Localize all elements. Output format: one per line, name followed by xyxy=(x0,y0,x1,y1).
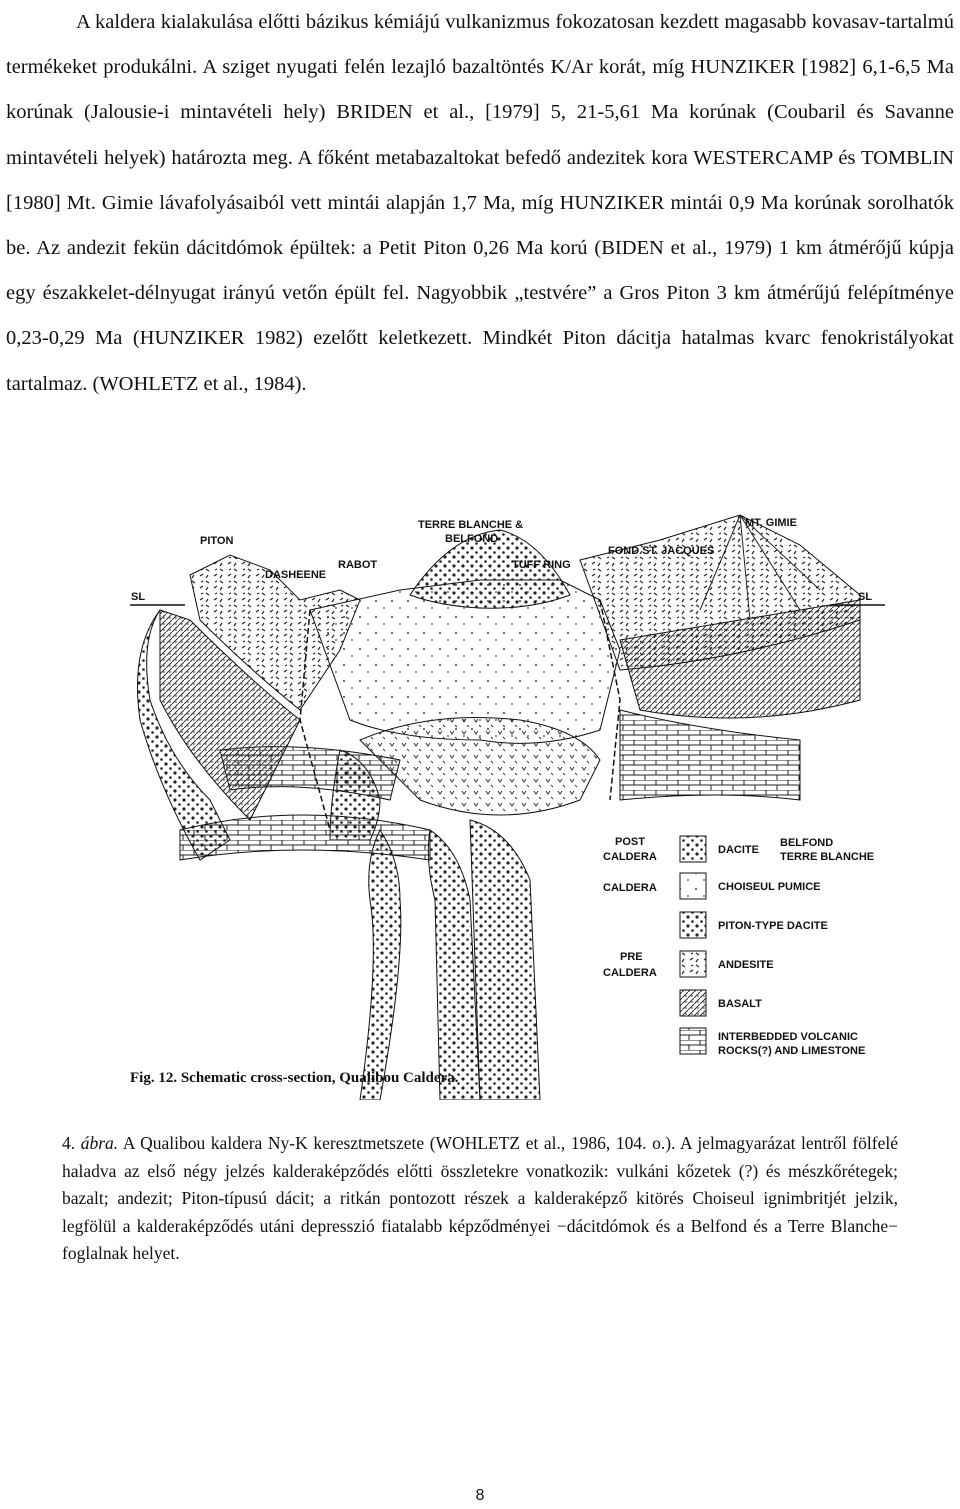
page-number: 8 xyxy=(475,1487,485,1504)
legend-pre-caldera: CALDERA xyxy=(603,967,657,979)
caption-text: A Qualibou kaldera Ny-K keresztmetszete (WOHLETZ et al., 1986, 104. o.). A jelmagyarázat lentről fölfelé haladva az első négy jelzés kalderaképződés előtti összletekre vonatkozik: vulkáni kőzetek (?) és mészkőrétegek; bazalt; andezit; Piton-típusú dácit; a ritkán pontozott részek a kalderaképző kitörés Choiseul ignimbritjét jelzik, legfölül a kalderaképződés utáni depresszió fiatalabb képződményei −dácitdómok és a Belfond és a Terre Blanche− foglalnak helyet. xyxy=(62,1133,898,1263)
legend-andesite: ANDESITE xyxy=(718,959,774,971)
label-belfond: BELFOND xyxy=(445,533,499,545)
legend-post-caldera: CALDERA xyxy=(603,851,657,863)
caption-abra: ábra. xyxy=(80,1133,119,1153)
figure-title: Fig. 12. Schematic cross-section, Qualibou Caldera. xyxy=(130,1070,459,1086)
legend-interbedded-2: ROCKS(?) AND LIMESTONE xyxy=(718,1045,866,1057)
legend-caldera: CALDERA xyxy=(603,882,657,894)
label-rabot: RABOT xyxy=(338,559,378,571)
label-fond-st-jacques: FOND ST. JACQUES xyxy=(608,545,715,557)
legend-dacite-terre-blanche: TERRE BLANCHE xyxy=(780,851,875,863)
legend-choiseul-pumice: CHOISEUL PUMICE xyxy=(718,881,821,893)
legend-interbedded-1: INTERBEDDED VOLCANIC xyxy=(718,1031,858,1043)
label-tuff-ring: TUFF RING xyxy=(512,559,571,571)
legend-post: POST xyxy=(615,836,645,848)
label-sl-right: SL xyxy=(858,591,873,603)
legend-piton-type-dacite: PITON-TYPE DACITE xyxy=(718,920,828,932)
label-dasheene: DASHEENE xyxy=(265,569,327,581)
figure-legend xyxy=(603,836,874,1057)
label-terre-blanche: TERRE BLANCHE & xyxy=(418,519,524,531)
caption-number: 4. xyxy=(62,1133,76,1153)
legend-dacite-belfond: BELFOND xyxy=(780,837,834,849)
label-mt-gimie: MT. GIMIE xyxy=(745,517,797,529)
body-paragraph: A kaldera kialakulása előtti bázikus kémiájú vulkanizmus fokozatosan kezdett magasabb kovasav-tartalmú termékeket produkálni. A sziget nyugati felén lezajló bazaltöntés K/Ar korát, míg HUNZIKER [1982] 6,1-6,5 Ma korúnak (Jalousie-i mintavételi hely) BRIDEN et al., [1979] 5, 21-5,61 Ma korúnak (Coubaril és Savanne mintavételi helyek) határozta meg. A főként metabazaltokat befedő andezitek kora WESTERCAMP és TOMBLIN [1980] Mt. Gimie lávafolyásaiból vett mintái alapján 1,7 Ma, míg HUNZIKER mintái 0,9 Ma korúnak sorolhatók be. Az andezit fekün dácitdómok épültek: a Petit Piton 0,26 Ma korú (BIDEN et al., 1979) 1 km átmérőjű kúpja egy északkelet-délnyugat irányú vetőn épült fel. Nagyobbik „testvére” a Gros Piton 3 km átmérűjú felépítménye 0,23-0,29 Ma (HUNZIKER 1982) ezelőtt keletkezett. Mindkét Piton dácitja hatalmas kvarc fenokristályokat tartalmaz. (WOHLETZ et al., 1984). xyxy=(6,11,954,395)
label-sl-left: SL xyxy=(131,591,146,603)
cross-section-figure xyxy=(100,500,890,1100)
legend-dacite: DACITE xyxy=(718,844,759,856)
legend-pre: PRE xyxy=(620,951,643,963)
legend-basalt: BASALT xyxy=(718,998,762,1010)
figure-caption xyxy=(62,1130,898,1268)
label-piton: PITON xyxy=(200,535,234,547)
